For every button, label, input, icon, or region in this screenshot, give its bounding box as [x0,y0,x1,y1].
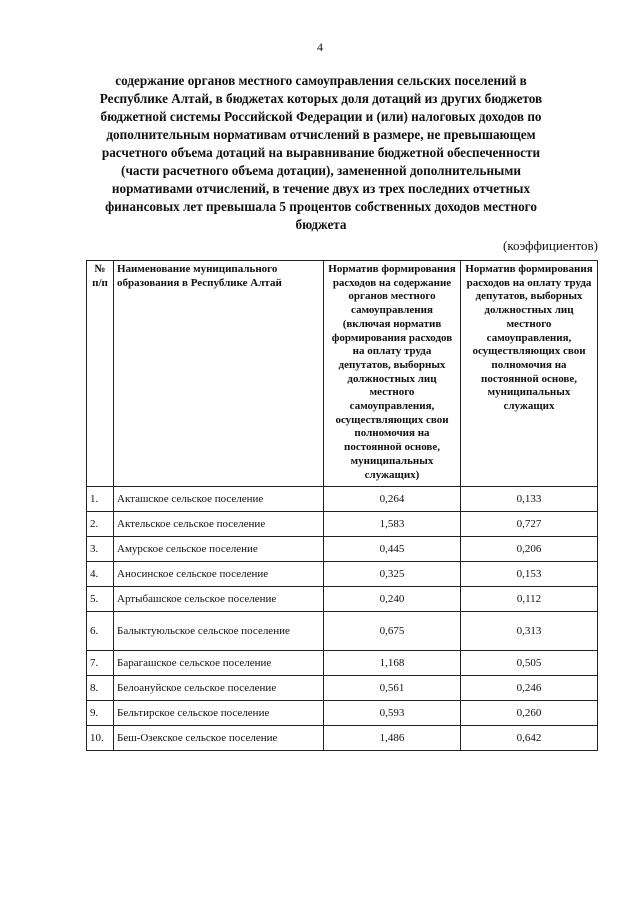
norm-total-value: 0,561 [324,676,461,701]
municipality-name: Аносинское сельское поселение [114,562,324,587]
municipality-name: Балыктуюльское сельское поселение [114,612,324,651]
norms-table [86,260,598,751]
table-row [87,651,598,676]
norm-salary-value: 0,313 [461,612,598,651]
norm-salary-value: 0,153 [461,562,598,587]
table-row [87,487,598,512]
norm-salary-value: 0,727 [461,512,598,537]
row-number: 3. [87,537,114,562]
norm-salary-value: 0,206 [461,537,598,562]
norm-salary-value: 0,112 [461,587,598,612]
row-number: 5. [87,587,114,612]
row-number: 1. [87,487,114,512]
table-row [87,676,598,701]
table-row [87,587,598,612]
row-number: 9. [87,701,114,726]
header-num: № п/п [87,261,114,487]
norm-total-value: 0,593 [324,701,461,726]
table-row [87,537,598,562]
municipality-name: Бельтирское сельское поселение [114,701,324,726]
table-row [87,701,598,726]
header-norm-total: Норматив формирования расходов на содержание органов местного самоуправления (включая норматив формирования расходов на оплату труда депутатов, выборных должностных лиц местного самоуправления, осуществляющих свои полномочия на постоянной основе, муниципальных служащих) [324,261,461,487]
norm-total-value: 1,486 [324,726,461,751]
municipality-name: Барагашское сельское поселение [114,651,324,676]
municipality-name: Белоануйское сельское поселение [114,676,324,701]
row-number: 6. [87,612,114,651]
norm-salary-value: 0,246 [461,676,598,701]
municipality-name: Актельское сельское поселение [114,512,324,537]
table-body [87,487,598,751]
norm-salary-value: 0,260 [461,701,598,726]
municipality-name: Амурское сельское поселение [114,537,324,562]
table-header-row [87,261,598,487]
norm-total-value: 1,168 [324,651,461,676]
norm-total-value: 0,325 [324,562,461,587]
row-number: 7. [87,651,114,676]
document-heading: содержание органов местного самоуправления сельских поселений в Республике Алтай, в бюджетах которых доля дотаций из других бюджетов бюджетной системы Российской Федерации и (или) налоговых доходов по дополнительным нормативам отчислений в размере, не превышающем расчетного объема дотаций на выравнивание бюджетной обеспеченности (части расчетного объема дотации), замененной дополнительными нормативами отчислений, в течение двух из трех последних отчетных финансовых лет превышала 5 процентов собственных доходов местного бюджета [99,73,543,232]
table-row [87,562,598,587]
row-number: 2. [87,512,114,537]
norm-total-value: 0,675 [324,612,461,651]
municipality-name: Беш-Озекское сельское поселение [114,726,324,751]
header-norm-salary: Норматив формирования расходов на оплату труда депутатов, выборных должностных лиц местного самоуправления, осуществляющих свои полномочия на постоянной основе, муниципальных служащих [461,261,598,487]
norm-total-value: 0,264 [324,487,461,512]
norm-salary-value: 0,505 [461,651,598,676]
table-row [87,612,598,651]
municipality-name: Артыбашское сельское поселение [114,587,324,612]
norm-total-value: 0,445 [324,537,461,562]
row-number: 10. [87,726,114,751]
norm-salary-value: 0,642 [461,726,598,751]
row-number: 4. [87,562,114,587]
header-name: Наименование муниципального образования в Республике Алтай [114,261,324,487]
table-row [87,726,598,751]
page-number: 4 [317,40,323,54]
norm-salary-value: 0,133 [461,487,598,512]
table-row [87,512,598,537]
norm-total-value: 1,583 [324,512,461,537]
units-note: (коэффициентов) [503,238,598,253]
row-number: 8. [87,676,114,701]
norm-total-value: 0,240 [324,587,461,612]
municipality-name: Акташское сельское поселение [114,487,324,512]
